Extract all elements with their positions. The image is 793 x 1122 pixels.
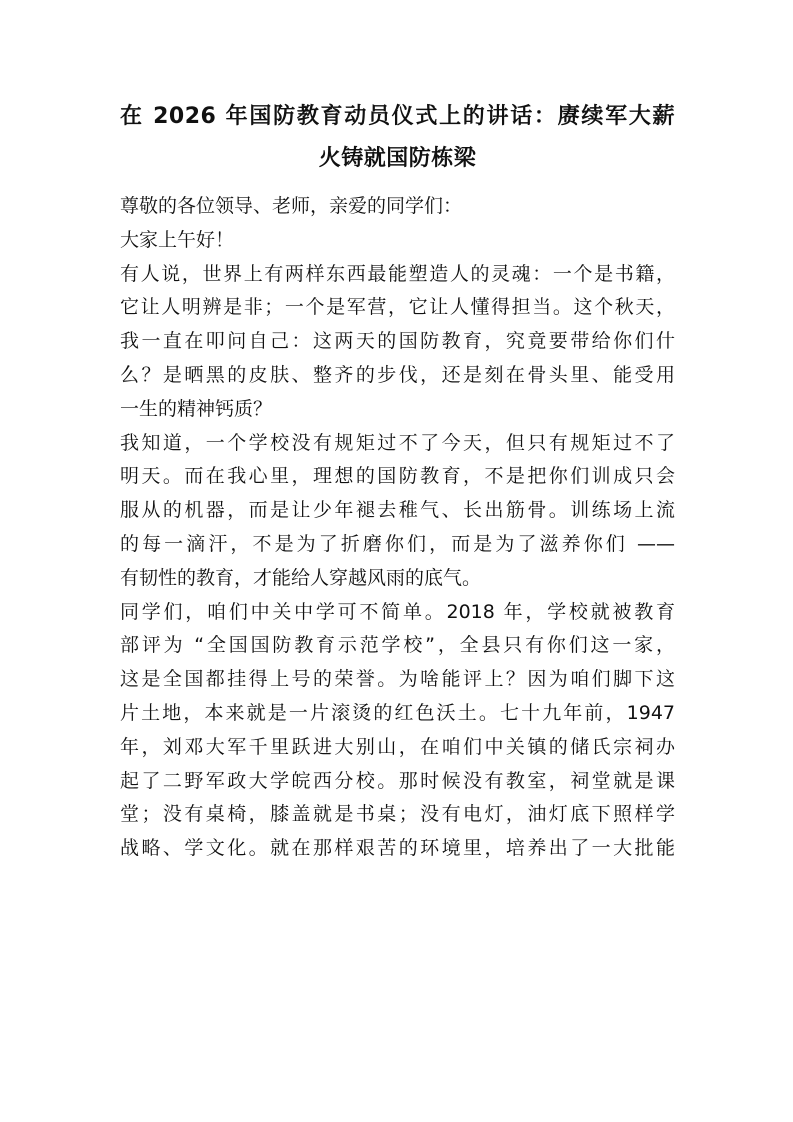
body-line: 战略、学文化。就在那样艰苦的环境里，培养出了一大批能 bbox=[120, 837, 675, 860]
body-line: 片土地，本来就是一片滚烫的红色沃土。七十九年前，1947 bbox=[120, 701, 675, 724]
body-line: 大家上午好！ bbox=[120, 228, 235, 251]
body-line: 有韧性的教育，才能给人穿越风雨的底气。 bbox=[120, 566, 482, 589]
body-line: 一生的精神钙质？ bbox=[120, 397, 273, 420]
speech-body bbox=[120, 190, 675, 866]
body-line: 有人说，世界上有两样东西最能塑造人的灵魂：一个是书籍， bbox=[120, 262, 675, 285]
body-line: 我一直在叩问自己：这两天的国防教育，究竟要带给你们什 bbox=[120, 330, 675, 353]
page-title-line-2: 火铸就国防栋梁 bbox=[318, 146, 477, 171]
body-line: 它让人明辨是非；一个是军营，它让人懂得担当。这个秋天， bbox=[120, 296, 675, 319]
body-line: 部评为 “全国国防教育示范学校”，全县只有你们这一家， bbox=[120, 634, 675, 657]
body-line: 的每一滴汗，不是为了折磨你们，而是为了滋养你们 —— bbox=[120, 532, 675, 555]
body-line: 起了二野军政大学皖西分校。那时候没有教室，祠堂就是课 bbox=[120, 769, 675, 792]
body-line: 堂；没有桌椅，膝盖就是书桌；没有电灯，油灯底下照样学 bbox=[120, 803, 675, 826]
body-line: 我知道，一个学校没有规矩过不了今天，但只有规矩过不了 bbox=[120, 431, 675, 454]
body-line: 年，刘邓大军千里跃进大别山，在咱们中关镇的储氏宗祠办 bbox=[120, 735, 675, 758]
body-line: 么？是晒黑的皮肤、整齐的步伐，还是刻在骨头里、能受用 bbox=[120, 363, 675, 386]
body-line: 同学们，咱们中关中学可不简单。2018 年，学校就被教育 bbox=[120, 600, 675, 623]
page-title-line-1: 在 2026 年国防教育动员仪式上的讲话：赓续军大薪 bbox=[120, 104, 675, 129]
body-line: 这是全国都挂得上号的荣誉。为啥能评上？因为咱们脚下这 bbox=[120, 668, 675, 691]
body-line: 尊敬的各位领导、老师，亲爱的同学们： bbox=[120, 195, 463, 217]
body-line: 服从的机器，而是让少年褪去稚气、长出筋骨。训练场上流 bbox=[120, 499, 675, 522]
body-line: 明天。而在我心里，理想的国防教育，不是把你们训成只会 bbox=[120, 465, 675, 488]
